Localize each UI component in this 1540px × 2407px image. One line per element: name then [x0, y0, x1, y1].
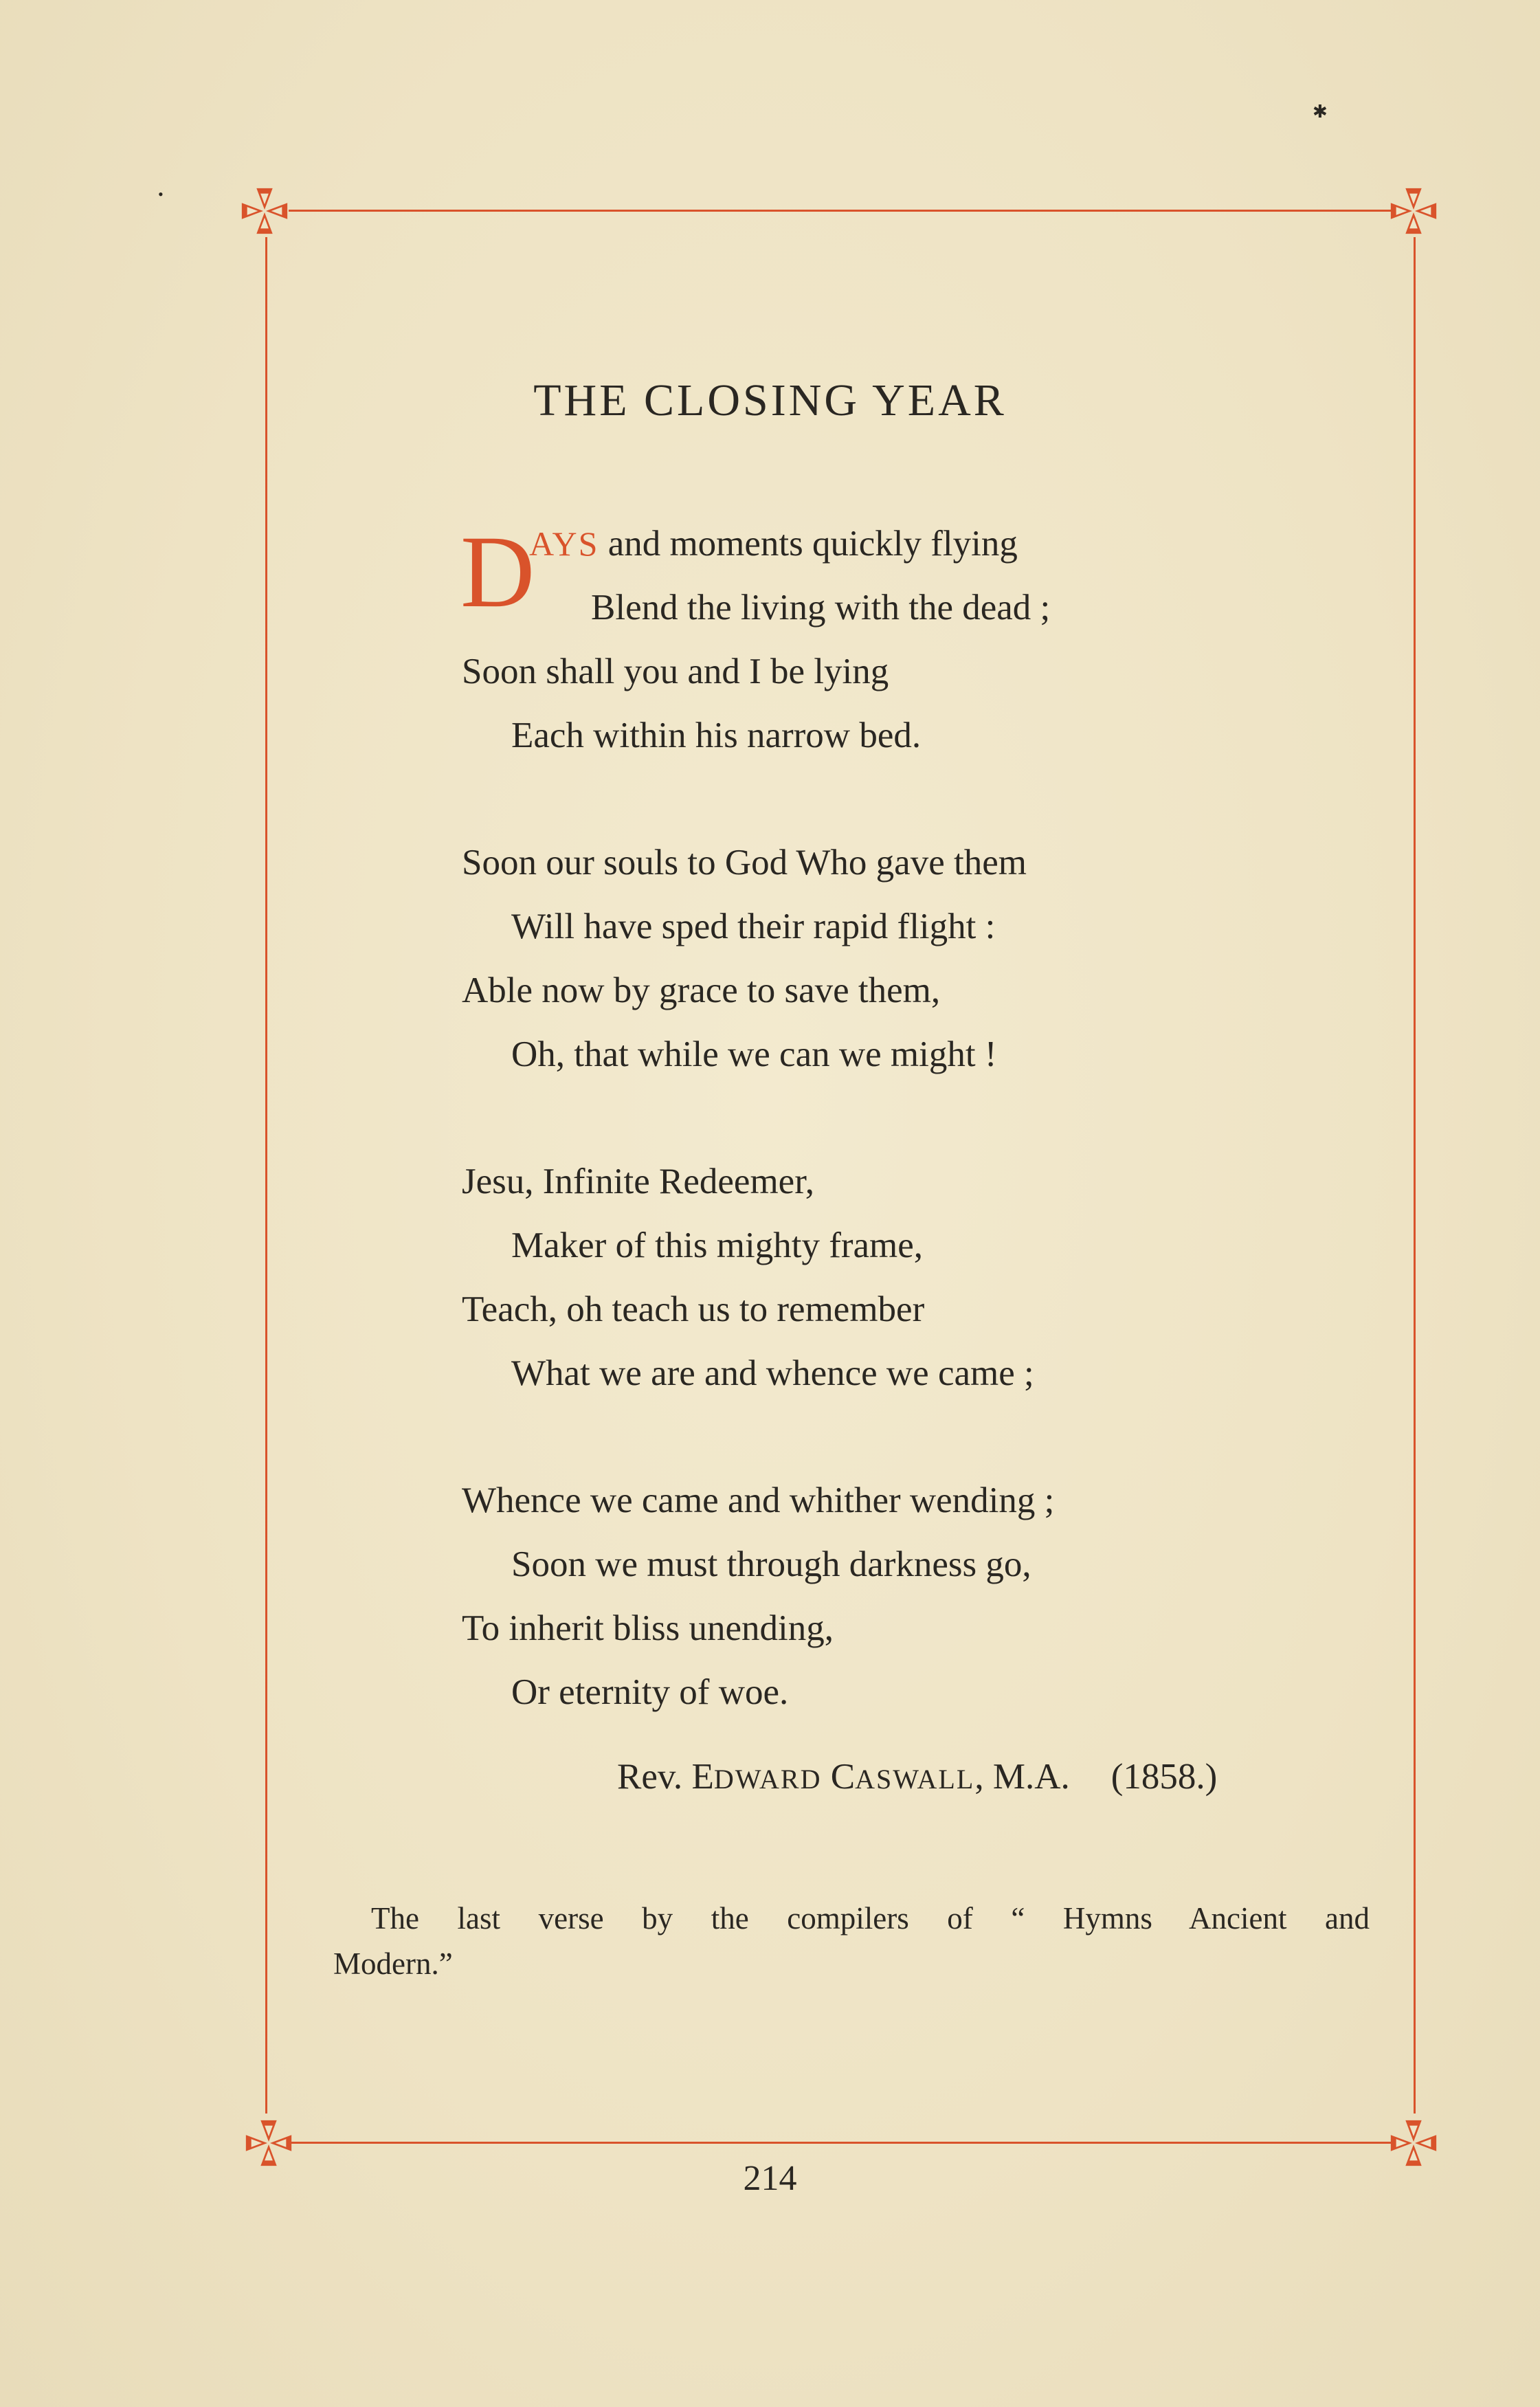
stanza — [462, 1469, 1355, 1724]
poem-line: Able now by grace to save them, — [462, 970, 941, 1010]
poem-line-text: and moments quickly flying — [599, 524, 1018, 564]
poem-line: Each within his narrow bed. — [511, 716, 922, 755]
maltese-cross-icon — [238, 184, 291, 238]
frame-bottom-rule — [289, 2142, 1392, 2144]
footnote-line: Modern.” — [333, 1946, 453, 1981]
footnote-line: The last verse by the compilers of “ Hymns Ancient and — [371, 1901, 1370, 1935]
frame-right-rule — [1414, 237, 1416, 2114]
stanza — [462, 1150, 1355, 1406]
poem-line: Soon our souls to God Who gave them — [462, 843, 1027, 883]
poem-line: To inherit bliss unending, — [462, 1608, 834, 1648]
poem-line: Teach, oh teach us to remember — [462, 1289, 925, 1329]
ink-speck: ✱ — [1313, 102, 1328, 122]
author-attribution — [617, 1756, 1217, 1797]
author-date: (1858.) — [1111, 1757, 1218, 1797]
opening-word: AYS — [529, 524, 599, 563]
poem-line: Oh, that while we can we might ! — [511, 1034, 997, 1074]
author-last-rest: ASWALL — [855, 1764, 975, 1795]
poem-title: THE CLOSING YEAR — [533, 375, 1007, 425]
footnote — [333, 1896, 1370, 1986]
frame-left-rule — [265, 237, 267, 2114]
poem-line: Whence we came and whither wending ; — [462, 1480, 1055, 1520]
drop-cap: D — [460, 515, 535, 629]
maltese-cross-icon — [1387, 184, 1440, 238]
author-first-initial: E — [691, 1757, 714, 1797]
poem-line: Or eternity of woe. — [511, 1672, 789, 1712]
author-degree: , M.A. — [974, 1757, 1070, 1797]
frame-top-rule — [289, 210, 1392, 212]
stanza — [462, 831, 1355, 1087]
poem-line: Jesu, Infinite Redeemer, — [462, 1162, 814, 1201]
poem-line: Soon we must through darkness go, — [511, 1544, 1031, 1584]
poem-line: Blend the living with the dead ; — [591, 588, 1051, 628]
page-number: 214 — [743, 2159, 797, 2198]
author-last-initial: C — [821, 1757, 856, 1797]
poem-body — [462, 512, 1355, 1724]
ink-speck: • — [158, 186, 164, 203]
author-prefix: Rev. — [617, 1757, 692, 1797]
stanza — [462, 512, 1355, 768]
poem-line: Maker of this mighty frame, — [511, 1225, 924, 1265]
poem-line: Soon shall you and I be lying — [462, 652, 889, 691]
poem-line: What we are and whence we came ; — [511, 1353, 1034, 1393]
author-first-rest: DWARD — [713, 1764, 822, 1795]
poem-line: Will have sped their rapid flight : — [511, 907, 996, 946]
